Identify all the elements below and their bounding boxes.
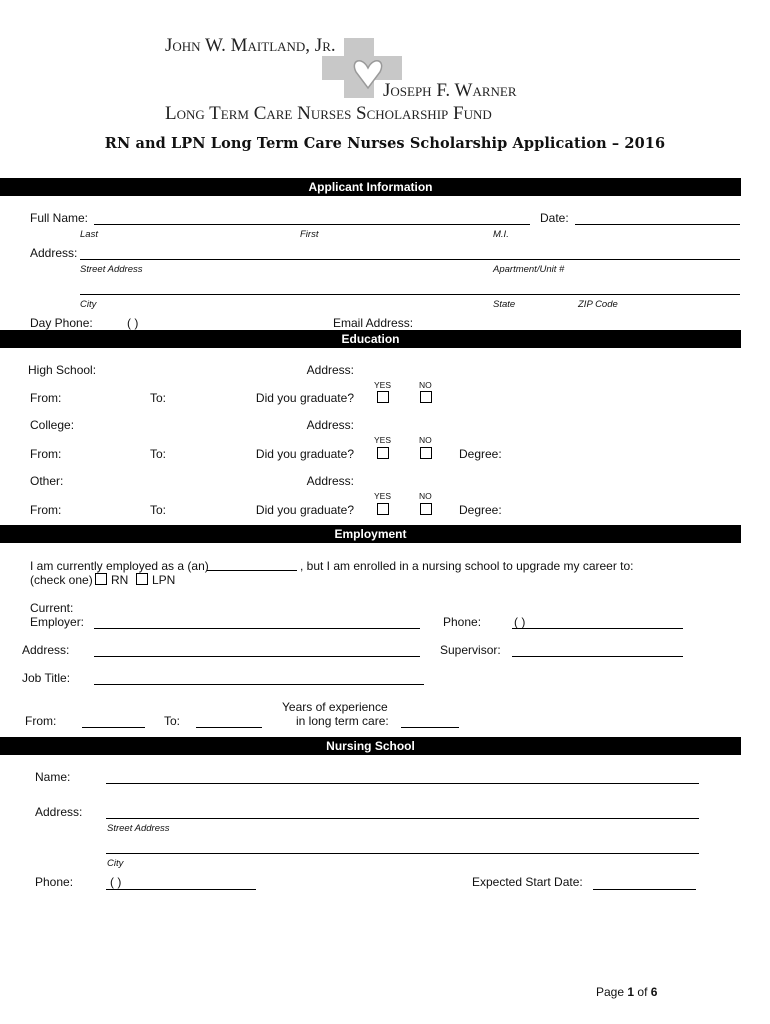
- nursing-address-label: Address:: [35, 805, 83, 819]
- other-yes-checkbox[interactable]: [377, 503, 389, 515]
- of-word: of: [637, 985, 648, 999]
- page-word: Page: [596, 985, 625, 999]
- supervisor-field[interactable]: [512, 656, 683, 657]
- section-applicant-information: Applicant Information: [0, 178, 741, 196]
- years-experience-label-1: Years of experience: [282, 700, 388, 714]
- employer-phone-label: Phone:: [443, 615, 482, 629]
- address-label: Address:: [30, 246, 78, 260]
- nursing-street-field[interactable]: [106, 818, 699, 819]
- fund-title: Long Term Care Nurses Scholarship Fund: [165, 103, 492, 124]
- hint-last: Last: [80, 229, 98, 240]
- employer-address-field[interactable]: [94, 656, 420, 657]
- rn-label: RN: [111, 573, 129, 587]
- college-address-label: Address:: [306, 418, 354, 432]
- hint-city: City: [80, 299, 97, 310]
- employer-phone-paren: ( ): [514, 615, 526, 629]
- day-phone-field[interactable]: ( ): [127, 316, 139, 330]
- college-no-label: NO: [419, 435, 432, 445]
- employment-from-label: From:: [25, 714, 57, 728]
- section-education: Education: [0, 330, 741, 348]
- years-experience-label-2: in long term care:: [296, 714, 389, 728]
- other-graduate-label: Did you graduate?: [255, 503, 354, 517]
- hint-apartment-unit: Apartment/Unit #: [493, 264, 565, 275]
- nursing-phone-field[interactable]: [106, 889, 256, 890]
- fund-name-warner: Joseph F. Warner: [383, 80, 517, 101]
- high-school-graduate-label: Did you graduate?: [255, 391, 354, 405]
- employment-from-field[interactable]: [82, 727, 145, 728]
- years-experience-field[interactable]: [401, 727, 459, 728]
- other-degree-label: Degree:: [459, 503, 502, 517]
- employer-phone-field[interactable]: [512, 628, 683, 629]
- high-school-from-label: From:: [30, 391, 62, 405]
- hint-first: First: [300, 229, 319, 240]
- email-address-label: Email Address:: [333, 316, 414, 330]
- page-title: RN and LPN Long Term Care Nurses Scholarship Application – 2016: [104, 135, 666, 152]
- college-yes-checkbox[interactable]: [377, 447, 389, 459]
- hint-street-address: Street Address: [80, 264, 143, 275]
- employer-label: Employer:: [30, 615, 85, 629]
- employer-address-label: Address:: [22, 643, 70, 657]
- other-school-label: Other:: [30, 474, 64, 488]
- date-label: Date:: [540, 211, 569, 225]
- other-address-label: Address:: [306, 474, 354, 488]
- expected-start-date-field[interactable]: [593, 889, 696, 890]
- high-school-label: High School:: [28, 363, 97, 377]
- high-school-no-checkbox[interactable]: [420, 391, 432, 403]
- college-graduate-label: Did you graduate?: [255, 447, 354, 461]
- page-total: 6: [650, 985, 658, 999]
- high-school-yes-label: YES: [374, 380, 392, 390]
- college-from-label: From:: [30, 447, 62, 461]
- other-to-label: To:: [150, 503, 167, 517]
- section-employment: Employment: [0, 525, 741, 543]
- college-to-label: To:: [150, 447, 167, 461]
- nursing-name-field[interactable]: [106, 783, 699, 784]
- other-from-label: From:: [30, 503, 62, 517]
- high-school-to-label: To:: [150, 391, 167, 405]
- day-phone-label: Day Phone:: [30, 316, 93, 330]
- high-school-address-label: Address:: [306, 363, 354, 377]
- college-no-checkbox[interactable]: [420, 447, 432, 459]
- lpn-checkbox[interactable]: [136, 573, 148, 585]
- city-state-zip-field[interactable]: [80, 294, 740, 295]
- hint-mi: M.I.: [493, 229, 509, 240]
- nursing-phone-paren: ( ): [110, 875, 122, 889]
- lpn-label: LPN: [152, 573, 176, 587]
- full-name-label: Full Name:: [30, 211, 89, 225]
- employment-to-field[interactable]: [196, 727, 262, 728]
- current-label: Current:: [30, 601, 74, 615]
- job-title-field[interactable]: [94, 684, 424, 685]
- job-title-label: Job Title:: [22, 671, 71, 685]
- employment-to-label: To:: [164, 714, 181, 728]
- hint-state: State: [493, 299, 516, 310]
- high-school-no-label: NO: [419, 380, 432, 390]
- date-field[interactable]: [575, 224, 740, 225]
- employed-as-label: I am currently employed as a (an): [30, 559, 209, 573]
- expected-start-date-label: Expected Start Date:: [472, 875, 583, 889]
- high-school-yes-checkbox[interactable]: [377, 391, 389, 403]
- college-label: College:: [30, 418, 75, 432]
- rn-checkbox[interactable]: [95, 573, 107, 585]
- nursing-name-label: Name:: [35, 770, 71, 784]
- employer-field[interactable]: [94, 628, 420, 629]
- hint-nursing-street: Street Address: [107, 823, 170, 834]
- street-address-field[interactable]: [80, 259, 740, 260]
- check-one-label: (check one): [30, 573, 93, 587]
- nursing-city-field[interactable]: [106, 853, 699, 854]
- page-current: 1: [627, 985, 635, 999]
- full-name-field[interactable]: [94, 224, 530, 225]
- other-no-checkbox[interactable]: [420, 503, 432, 515]
- page-number: [596, 985, 657, 999]
- other-no-label: NO: [419, 491, 432, 501]
- hint-zip-code: ZIP Code: [578, 299, 618, 310]
- other-yes-label: YES: [374, 491, 392, 501]
- upgrade-career-label: , but I am enrolled in a nursing school to upgrade my career to:: [300, 559, 634, 573]
- college-yes-label: YES: [374, 435, 392, 445]
- employed-as-field[interactable]: [207, 570, 297, 571]
- college-degree-label: Degree:: [459, 447, 502, 461]
- hint-nursing-city: City: [107, 858, 124, 869]
- fund-name-maitland: John W. Maitland, Jr.: [165, 35, 336, 56]
- supervisor-label: Supervisor:: [440, 643, 501, 657]
- section-nursing-school: Nursing School: [0, 737, 741, 755]
- nursing-phone-label: Phone:: [35, 875, 74, 889]
